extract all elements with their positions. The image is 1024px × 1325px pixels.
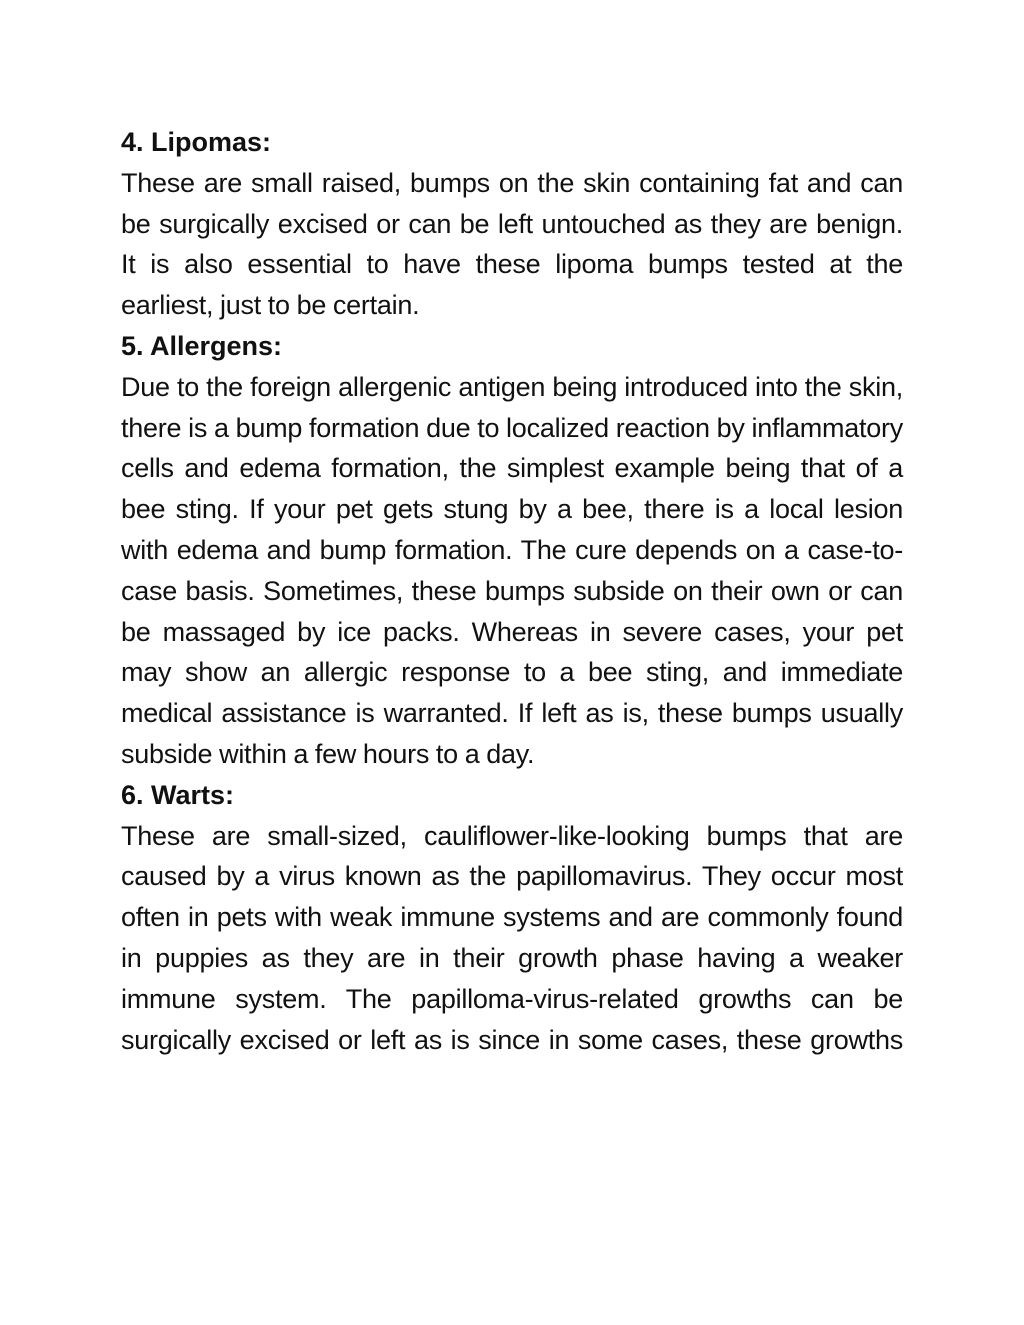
section-allergens: [121, 326, 903, 775]
section-body: Due to the foreign allergenic antigen being introduced into the skin, there is a bump formation due to localized reaction by inflammatory cells and edema formation, the simplest example being that of a bee sting. If your pet gets stung by a bee, there is a local lesion with edema and bump formation. The cure depends on a case-to-case basis. Sometimes, these bumps subside on their own or can be massaged by ice packs. Whereas in severe cases, your pet may show an allergic response to a bee sting, and immediate medical assistance is warranted. If left as is, these bumps usually subside within a few hours to a day.: [121, 371, 903, 769]
section-heading: 6. Warts:: [121, 779, 235, 810]
section-heading: 5. Allergens:: [121, 330, 283, 361]
section-body: These are small raised, bumps on the skin containing fat and can be surgically excised or can be left untouched as they are benign. It is also essential to have these lipoma bumps tested at the earliest, just to be certain.: [121, 167, 903, 321]
section-body: These are small-sized, cauliflower-like-looking bumps that are caused by a virus known as the papillomavirus. They occur most often in pets with weak immune systems and are commonly found in puppies as they are in their growth phase having a weaker immune system. The papilloma-virus-related growths can be surgically excised or left as is since in some cases, these growths: [121, 820, 903, 1055]
section-warts: [121, 775, 903, 1061]
section-heading: 4. Lipomas:: [121, 127, 272, 157]
document-page: [121, 122, 903, 1060]
section-lipomas: [121, 122, 903, 326]
